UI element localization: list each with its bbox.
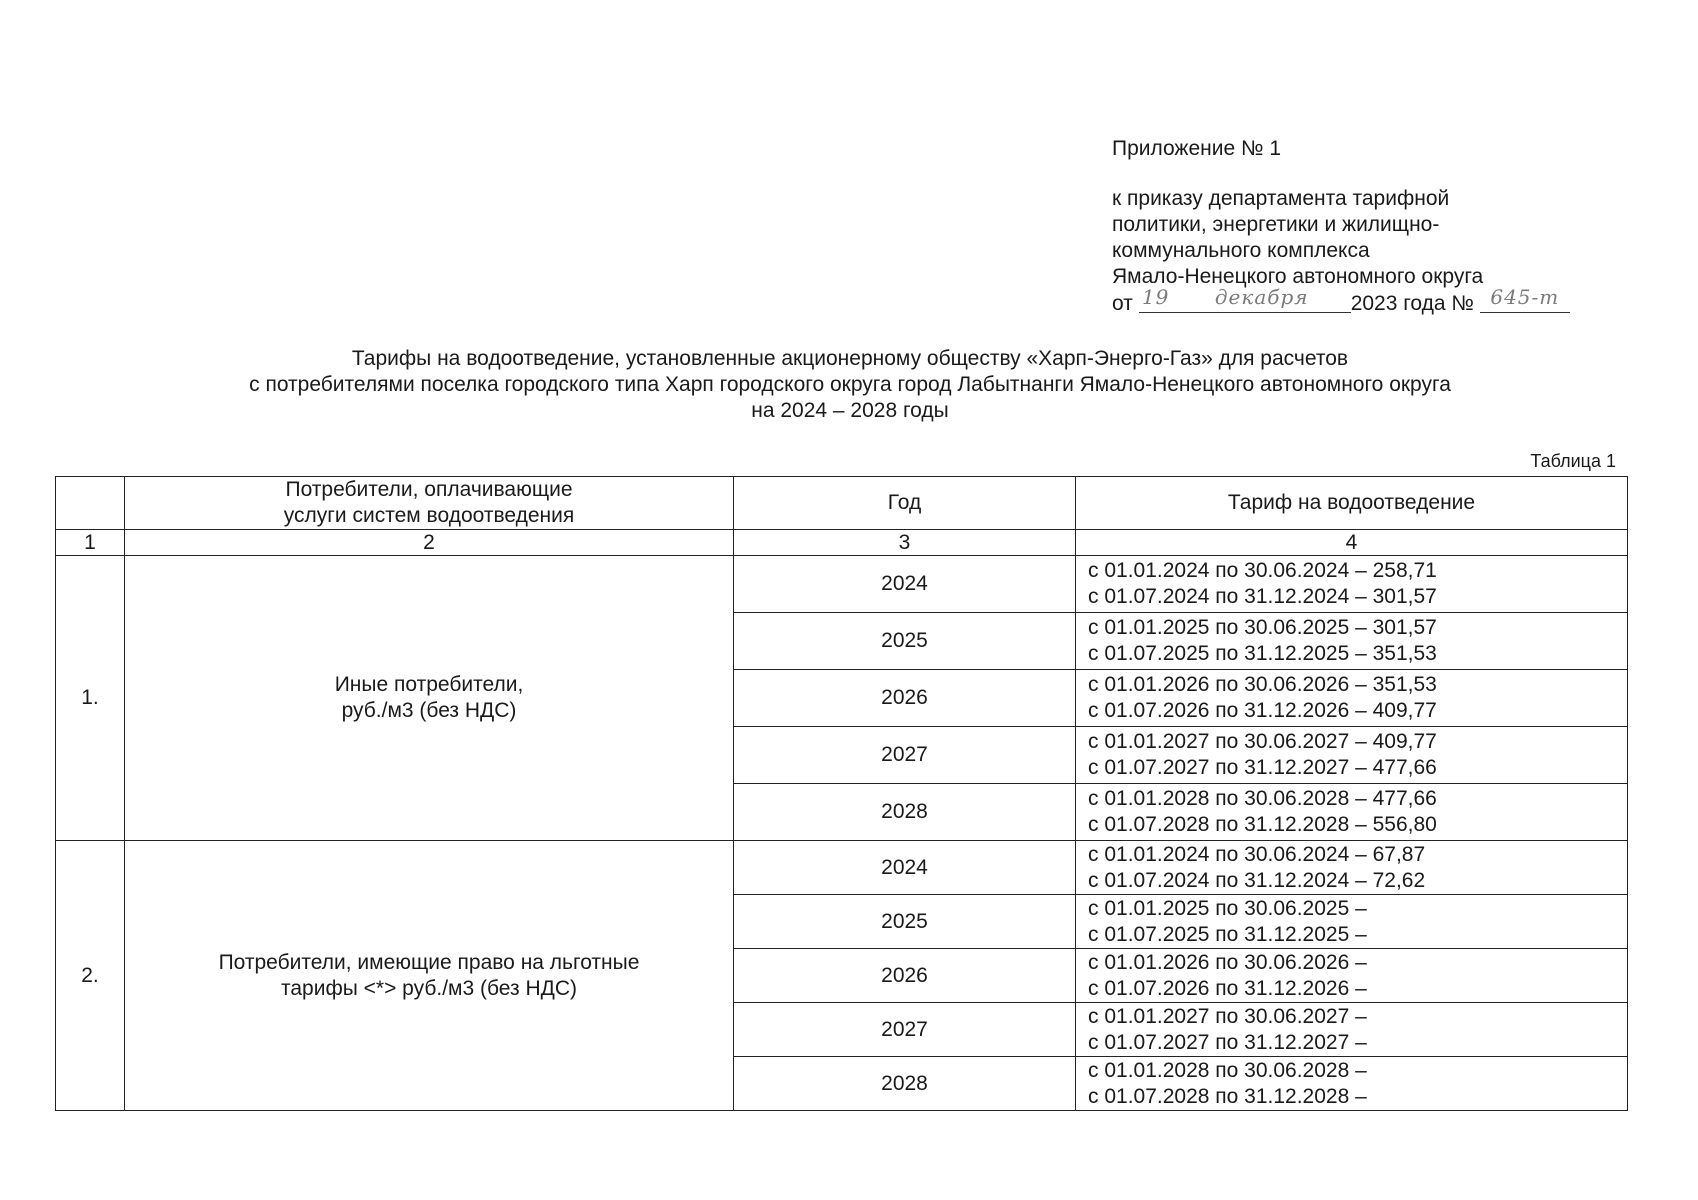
tariff-period-1: с 01.01.2025 по 30.06.2025 – 301,57 xyxy=(1088,616,1437,639)
table-row xyxy=(56,841,1628,895)
appendix-label: Приложение № 1 xyxy=(1112,137,1282,160)
tariff-value xyxy=(1076,670,1628,727)
tariff-period-1: с 01.01.2026 по 30.06.2026 – 351,53 xyxy=(1088,673,1437,696)
tariff-period-2: с 01.07.2027 по 31.12.2027 – 477,66 xyxy=(1088,756,1437,779)
consumer-category xyxy=(125,556,734,841)
tariff-year: 2024 xyxy=(734,841,1076,895)
tariff-value xyxy=(1076,895,1628,949)
date-month-field xyxy=(1173,285,1351,313)
tariff-period-2: с 01.07.2027 по 31.12.2027 – xyxy=(1088,1030,1367,1054)
column-header xyxy=(1076,477,1628,530)
date-day-handwritten: 19 xyxy=(1141,285,1170,309)
order-number-field xyxy=(1480,285,1570,313)
table-label: Таблица 1 xyxy=(1530,451,1616,471)
tariff-year: 2028 xyxy=(734,1057,1076,1111)
cell-text-line: Иные потребители, xyxy=(334,673,524,696)
tariff-period-2: с 01.07.2028 по 31.12.2028 – xyxy=(1088,1084,1367,1108)
column-number: 3 xyxy=(734,530,1076,556)
title-line: Тарифы на водоотведение, установленные акционерному обществу «Харп-Энерго-Газ» для расчетов xyxy=(351,347,1349,370)
header-line: к приказу департамента тарифной xyxy=(1112,187,1450,210)
tariff-value xyxy=(1076,949,1628,1003)
row-number: 1. xyxy=(56,556,125,841)
tariff-year: 2024 xyxy=(734,556,1076,613)
document-title xyxy=(120,346,1580,424)
date-month-handwritten: декабря xyxy=(1214,285,1309,309)
order-header xyxy=(1112,136,1632,317)
tariff-period-2: с 01.07.2028 по 31.12.2028 – 556,80 xyxy=(1088,813,1437,836)
cell-text-line: Потребители, оплачивающие xyxy=(285,478,573,501)
cell-text-line: руб./м3 (без НДС) xyxy=(341,699,517,722)
column-header xyxy=(734,477,1076,530)
tariff-value xyxy=(1076,1003,1628,1057)
cell-text-line: Год xyxy=(887,491,922,514)
tariff-period-2: с 01.07.2025 по 31.12.2025 – 351,53 xyxy=(1088,642,1437,665)
table-row xyxy=(56,556,1628,613)
tariff-period-2: с 01.07.2024 по 31.12.2024 – 301,57 xyxy=(1088,585,1437,608)
column-header xyxy=(125,477,734,530)
cell-text-line: Потребители, имеющие право на льготные xyxy=(218,950,640,974)
tariff-period-1: с 01.01.2027 по 30.06.2027 – xyxy=(1088,1004,1367,1028)
table-header-row xyxy=(56,477,1628,530)
date-year: 2023 года № xyxy=(1350,292,1474,315)
order-date-line xyxy=(1112,285,1632,317)
tariff-period-1: с 01.01.2024 по 30.06.2024 – 67,87 xyxy=(1088,842,1426,866)
column-number: 1 xyxy=(56,530,125,556)
tariff-period-1: с 01.01.2027 по 30.06.2027 – 409,77 xyxy=(1088,730,1437,753)
tariff-value xyxy=(1076,784,1628,841)
tariff-value xyxy=(1076,556,1628,613)
tariff-period-1: с 01.01.2028 по 30.06.2028 – xyxy=(1088,1058,1367,1082)
tariff-value xyxy=(1076,613,1628,670)
consumer-category xyxy=(125,841,734,1111)
tariff-year: 2027 xyxy=(734,1003,1076,1057)
tariff-period-2: с 01.07.2024 по 31.12.2024 – 72,62 xyxy=(1088,868,1426,892)
tariff-year: 2026 xyxy=(734,949,1076,1003)
date-day-field xyxy=(1139,285,1173,313)
title-line: на 2024 – 2028 годы xyxy=(751,399,949,422)
column-number: 2 xyxy=(125,530,734,556)
date-prefix: от xyxy=(1112,292,1133,315)
column-number: 4 xyxy=(1076,530,1628,556)
tariff-period-1: с 01.01.2025 по 30.06.2025 – xyxy=(1088,896,1367,920)
tariff-table xyxy=(55,476,1628,1111)
tariff-value xyxy=(1076,1057,1628,1111)
tariff-year: 2026 xyxy=(734,670,1076,727)
tariff-year: 2027 xyxy=(734,727,1076,784)
row-number: 2. xyxy=(56,841,125,1111)
tariff-period-1: с 01.01.2024 по 30.06.2024 – 258,71 xyxy=(1088,559,1437,582)
tariff-value xyxy=(1076,727,1628,784)
cell-text-line: услуги систем водоотведения xyxy=(283,504,575,527)
column-header xyxy=(56,477,125,530)
tariff-period-2: с 01.07.2025 по 31.12.2025 – xyxy=(1088,922,1367,946)
header-line: коммунального комплекса xyxy=(1112,239,1370,262)
tariff-period-1: с 01.01.2026 по 30.06.2026 – xyxy=(1088,950,1367,974)
tariff-period-2: с 01.07.2026 по 31.12.2026 – 409,77 xyxy=(1088,699,1437,722)
tariff-period-2: с 01.07.2026 по 31.12.2026 – xyxy=(1088,976,1367,1000)
tariff-year: 2025 xyxy=(734,613,1076,670)
title-line: с потребителями поселка городского типа Харп городского округа город Лабытнанги Ямало-Ненецкого автономного округа xyxy=(249,373,1451,396)
tariff-year: 2028 xyxy=(734,784,1076,841)
tariff-value xyxy=(1076,841,1628,895)
column-number-row xyxy=(56,530,1628,556)
header-line: политики, энергетики и жилищно- xyxy=(1112,213,1440,236)
cell-text-line: Тариф на водоотведение xyxy=(1227,491,1476,514)
cell-text-line: тарифы <*> руб./м3 (без НДС) xyxy=(280,976,578,1000)
header-line: Ямало-Ненецкого автономного округа xyxy=(1112,265,1484,288)
order-number-handwritten: 645-т xyxy=(1490,285,1560,309)
tariff-year: 2025 xyxy=(734,895,1076,949)
tariff-period-1: с 01.01.2028 по 30.06.2028 – 477,66 xyxy=(1088,787,1437,810)
